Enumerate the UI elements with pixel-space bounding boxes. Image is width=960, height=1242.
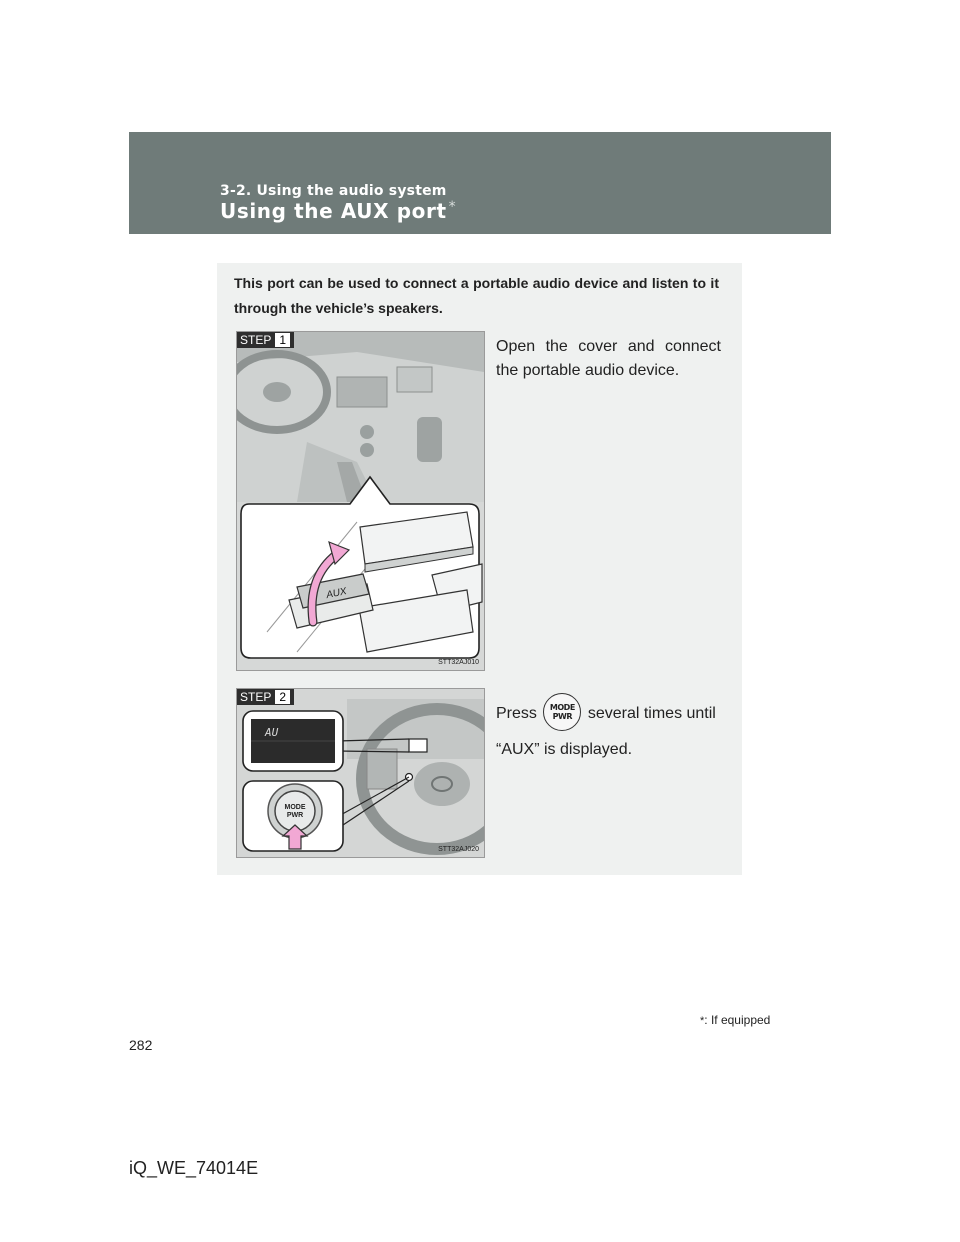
footnote xyxy=(700,1013,770,1027)
footnote-mark: * xyxy=(700,1015,705,1027)
intro-text: This port can be used to connect a portable audio device and listen to it through the vehicle’s speakers. xyxy=(234,275,719,316)
step-2-figure xyxy=(236,688,485,858)
step-1-badge-num: 1 xyxy=(274,332,291,348)
document-id: iQ_WE_74014E xyxy=(129,1158,259,1178)
step-1-badge-label: STEP xyxy=(240,333,272,347)
step-1-badge xyxy=(237,332,294,348)
step-2-text-after: several times until xyxy=(587,705,716,723)
steering-wheel-illustration xyxy=(237,689,484,857)
step-1-text: Open the cover and connect the portable audio device. xyxy=(496,338,721,379)
step-2-text-before: Press xyxy=(496,705,537,723)
step-2-badge-num: 2 xyxy=(274,689,291,705)
equipped-mark: * xyxy=(448,199,457,215)
mode-pwr-bottom: PWR xyxy=(552,712,573,721)
page-title xyxy=(220,199,456,223)
dashboard-aux-illustration xyxy=(237,332,484,670)
step-2-text-line2: “AUX” is displayed. xyxy=(496,741,633,758)
page-number: 282 xyxy=(129,1037,153,1053)
figure-1-code: STT32AJ010 xyxy=(438,659,479,666)
chapter-header xyxy=(129,132,831,234)
mode-button-top-label: MODE xyxy=(284,804,306,811)
step-2-badge xyxy=(237,689,294,705)
mode-pwr-button-icon xyxy=(543,693,581,731)
mode-pwr-top: MODE xyxy=(549,703,575,712)
step-2-text xyxy=(496,695,721,767)
step-2-badge-label: STEP xyxy=(240,690,272,704)
page-title-text: Using the AUX port xyxy=(220,199,447,223)
figure-2-code: STT32AJ020 xyxy=(438,846,479,853)
content-panel xyxy=(217,263,742,875)
section-heading: 3-2. Using the audio system xyxy=(220,183,447,199)
footnote-text: : If equipped xyxy=(704,1013,771,1027)
aux-port-label: AUX xyxy=(325,586,348,602)
aux-display-text: AU xyxy=(265,726,279,739)
mode-button-bottom-label: PWR xyxy=(286,812,304,819)
step-1-figure xyxy=(236,331,485,671)
